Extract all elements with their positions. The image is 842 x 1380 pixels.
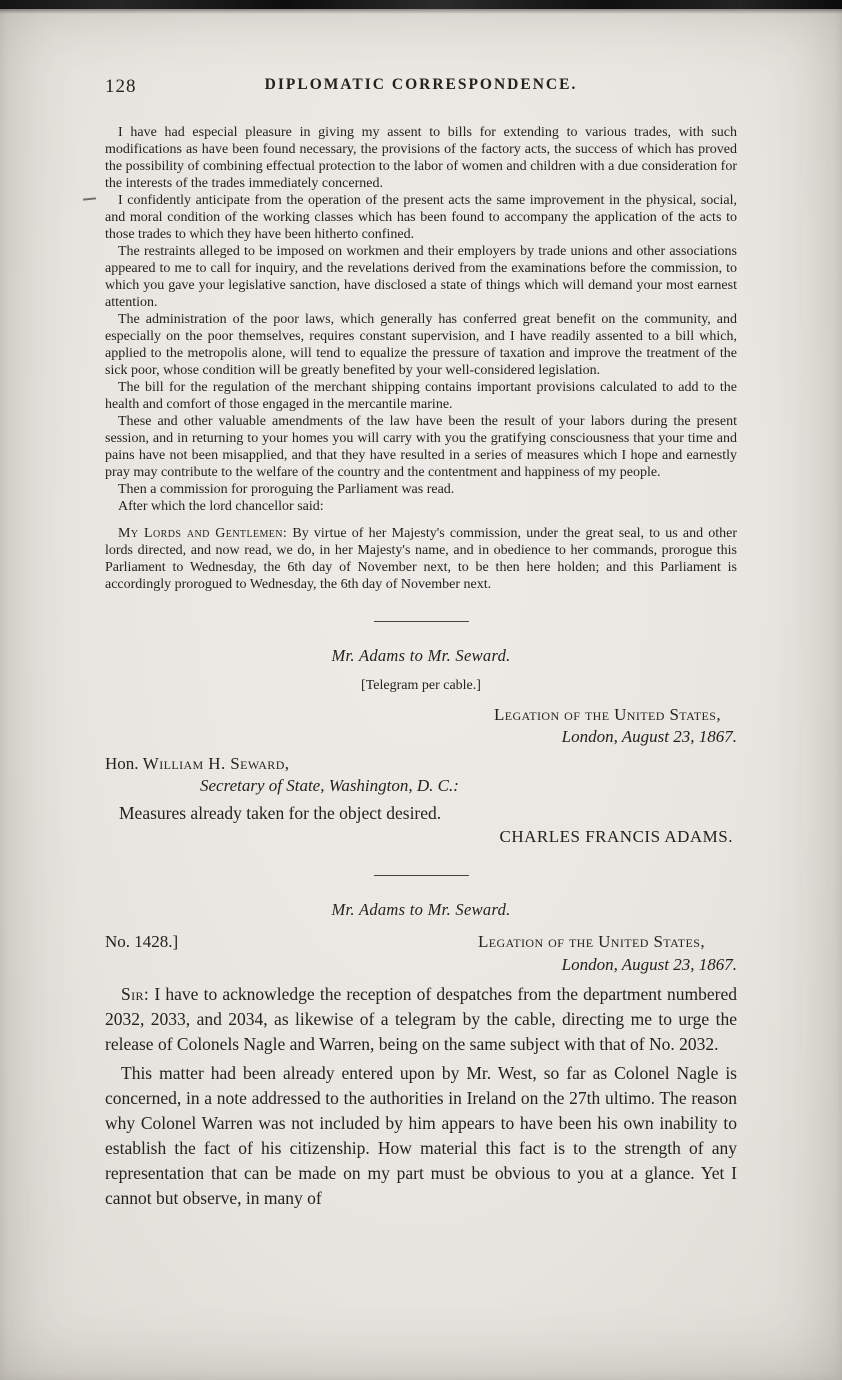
- legation-office-line: Legation of the United States,: [493, 705, 721, 724]
- speech-paragraph: I have had especial pleasure in giving my assent to bills for extending to various trades, with such modifications as have been found necessary, the provisions of the factory acts, the success of which has proved the possibility of combining effectual protection to the labor of women and children with a due consideration for the interests of the trades immediately concerned.: [105, 125, 737, 191]
- speech-paragraph: Then a commission for proroguing the Parliament was read.: [118, 482, 455, 497]
- speech-paragraph: These and other valuable amendments of the law have been the result of your labors during the present session, and in returning to your homes you will carry with you the gratifying consciousness that your time and pains have not been misapplied, and that they have resulted in a series of measures which I hope and earnestly pray may contribute to the welfare of the country and the contentment and happiness of my people.: [105, 414, 737, 480]
- despatch-paragraph: [105, 982, 737, 1057]
- section-divider: [374, 875, 469, 876]
- telegram-body-text: Measures already taken for the object desired.: [119, 803, 442, 823]
- running-head-title: DIPLOMATIC CORRESPONDENCE.: [264, 76, 578, 93]
- signature-line: CHARLES FRANCIS ADAMS.: [499, 827, 733, 846]
- scan-edge-artifact: [0, 0, 842, 9]
- proclamation-paragraph: [105, 525, 737, 593]
- section-divider: [374, 621, 469, 622]
- telegram-type-note: [Telegram per cable.]: [361, 678, 481, 693]
- telegram-letter-section: [105, 646, 737, 847]
- dateline: London, August 23, 1867.: [561, 727, 737, 746]
- speech-paragraph: I confidently anticipate from the operation of the present acts the same improvement in the physical, social, and moral condition of the working classes which has been found to accompany the application of the acts to those trades to which they have been hitherto confined.: [105, 193, 737, 242]
- despatch-paragraph: This matter had been already entered upon by Mr. West, so far as Colonel Nagle is concerned, in a note addressed to the authorities in Ireland on the 27th ultimo. The reason why Colonel Warren was not included by him appears to have been his own inability to establish the fact of his citizenship. How material this fact is to the strength of any representation that can be made on my part must be obvious to you at a glance. Yet I cannot but observe, in many of: [105, 1063, 737, 1208]
- legation-office-line: Legation of the United States,: [477, 932, 705, 951]
- letter-heading: Mr. Adams to Mr. Seward.: [331, 646, 511, 665]
- despatch-number: No. 1428.]: [105, 932, 179, 951]
- addressee-prefix: Hon.: [105, 754, 139, 773]
- addressee-line: [105, 754, 737, 774]
- salutation: Sir:: [121, 984, 150, 1004]
- page-number: 128: [105, 76, 137, 97]
- despatch-paragraph-body: I have to acknowledge the reception of despatches from the department numbered 2032, 2033, and 2034, as likewise of a telegram by the cable, directing me to urge the release of Colonels Nagle and Warren, being on the same subject with that of No. 2032.: [105, 984, 737, 1054]
- addressee-title: Secretary of State, Washington, D. C.:: [200, 776, 459, 795]
- proclamation-body: By virtue of her Majesty's commission, under the great seal, to us and other lords directed, and now read, we do, in her Majesty's name, and in obedience to her commands, prorogue this Parliament to Wednesday, the 6th day of November next, to be then here holden; and this Parliament is accordingly prorogued to Wednesday, the 6th day of November next.: [105, 526, 738, 592]
- despatch-topline: [105, 932, 737, 952]
- letter-heading: Mr. Adams to Mr. Seward.: [331, 900, 511, 919]
- despatch-letter-section: [105, 900, 737, 1211]
- proclamation-salutation: My Lords and Gentlemen:: [118, 526, 288, 541]
- speech-paragraph: The restraints alleged to be imposed on workmen and their employers by trade unions and other associations appeared to me to call for inquiry, and the revelations derived from the examinations before the commission, to which you gave your legislative sanction, have disclosed a state of things which will demand your most earnest attention.: [105, 244, 737, 310]
- speech-extract-section: [105, 124, 737, 593]
- speech-paragraph: After which the lord chancellor said:: [118, 499, 324, 514]
- addressee-name: William H. Seward,: [142, 754, 290, 773]
- dateline: London, August 23, 1867.: [561, 955, 737, 974]
- speech-paragraph: The administration of the poor laws, which generally has conferred great benefit on the community, and especially on the poor themselves, requires constant supervision, and I have readily assented to a bill which, applied to the metropolis alone, will tend to equalize the pressure of taxation and improve the treatment of the sick poor, whose condition will be greatly benefited by your well-considered legislation.: [105, 312, 737, 378]
- speech-paragraph: The bill for the regulation of the merchant shipping contains important provisions calculated to add to the health and comfort of those engaged in the mercantile marine.: [105, 380, 737, 412]
- page-header: [105, 76, 737, 100]
